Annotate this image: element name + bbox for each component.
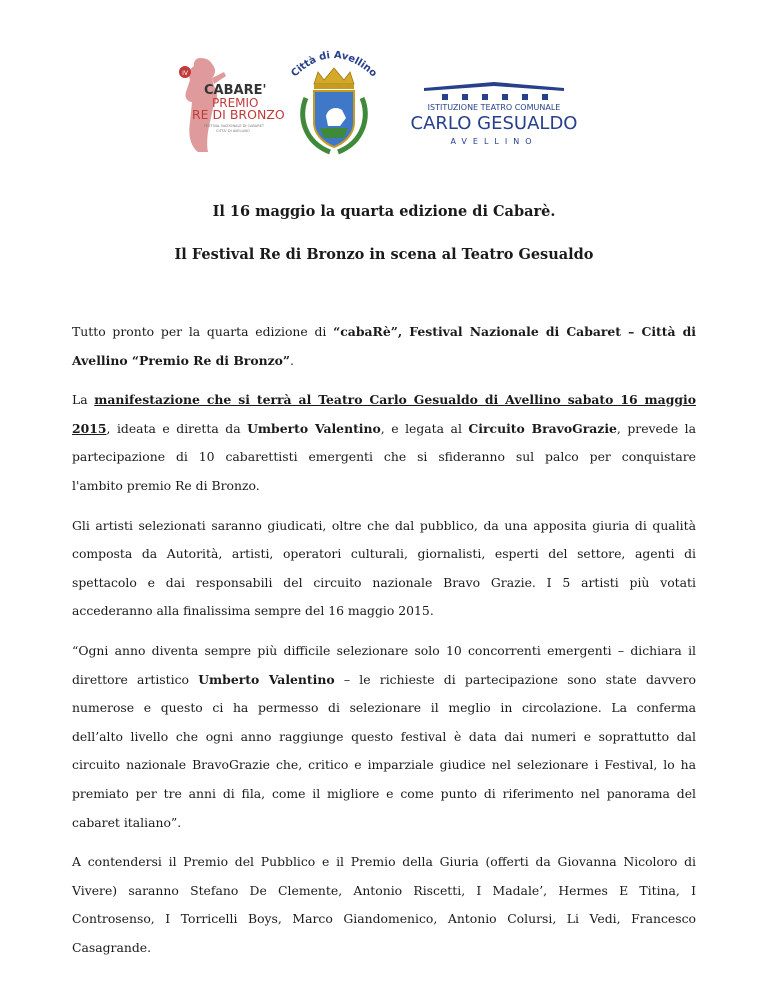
text-line: premiato per tre anni di fila, come il migliore e come punto di riferimento nel panorama del: [72, 785, 696, 801]
svg-text:PREMIO: PREMIO: [212, 96, 259, 110]
text-line: Controsenso, I Torricelli Boys, Marco Giandomenico, Antonio Colursi, Li Vedi, Francesco: [72, 911, 696, 927]
text-line: partecipazione di 10 cabarettisti emergenti che si sfideranno sul palco per conquistare: [72, 449, 696, 465]
text-line: numerose e questo ci ha permesso di selezionare il meglio in circolazione. La conferma: [72, 700, 696, 716]
svg-text:IV: IV: [182, 70, 188, 77]
citta-di-avellino-crest: [284, 46, 384, 158]
paragraph-jury: [72, 512, 696, 626]
text-line: Casagrande.: [72, 939, 152, 955]
text-line: dell’alto livello che ogni anno raggiunge questo festival è data dai numeri e soprattutto dal: [72, 728, 696, 744]
paragraph-quote: [72, 637, 696, 837]
svg-text:CABARE': CABARE': [204, 83, 267, 98]
paragraph-intro: [72, 318, 696, 375]
paragraph-event-details: [72, 386, 696, 500]
svg-text:CITTA' DI AVELLINO: CITTA' DI AVELLINO: [216, 129, 250, 133]
teatro-carlo-gesualdo-logo: [406, 78, 582, 150]
text-line: accederanno alla finalissima sempre del 16 maggio 2015.: [72, 603, 434, 619]
svg-text:Città di Avellino: Città di Avellino: [289, 49, 379, 80]
text-line: “Ogni anno diventa sempre più difficile selezionare solo 10 concorrenti emergenti – dichiara il: [72, 642, 696, 658]
teatro-roof-icon: [406, 78, 582, 150]
text-line: l'ambito premio Re di Bronzo.: [72, 477, 260, 493]
svg-text:FESTIVAL NAZIONALE DI CABARET: FESTIVAL NAZIONALE DI CABARET: [204, 124, 264, 128]
text-line: cabaret italiano”.: [72, 814, 182, 830]
text-line: A contendersi il Premio del Pubblico e il Premio della Giuria (offerti da Giovanna Nicoloro di: [72, 854, 696, 870]
text-line: La manifestazione che si terrà al Teatro Carlo Gesualdo di Avellino sabato 16 maggio: [72, 392, 696, 408]
text-line: direttore artistico Umberto Valentino – le richieste di partecipazione sono state davvero: [72, 671, 696, 687]
avellino-coat-of-arms-icon: [284, 46, 384, 158]
text-line: spettacolo e dai responsabili del circuito nazionale Bravo Grazie. I 5 artisti più votati: [72, 574, 696, 590]
text-line: Vivere) saranno Stefano De Clemente, Antonio Riscetti, I Madale’, Hermes E Titina, I: [72, 882, 696, 898]
text-line: Tutto pronto per la quarta edizione di “cabaRè”, Festival Nazionale di Cabaret – Città di: [72, 324, 696, 339]
svg-text:RE DI BRONZO: RE DI BRONZO: [192, 107, 285, 122]
text-line: composta da Autorità, artisti, operatori culturali, giornalisti, esperti del settore, agenti di: [72, 546, 696, 562]
svg-text:ISTITUZIONE TEATRO COMUNALE: ISTITUZIONE TEATRO COMUNALE: [427, 103, 561, 112]
article-body: [72, 318, 696, 973]
subheadline: Il Festival Re di Bronzo in scena al Teatro Gesualdo: [174, 246, 594, 263]
svg-text:AVELLINO: AVELLINO: [450, 137, 538, 146]
paragraph-contestants: [72, 848, 696, 962]
svg-text:CARLO GESUALDO: CARLO GESUALDO: [410, 113, 578, 134]
text-line: Gli artisti selezionati saranno giudicati, oltre che dal pubblico, da una apposita giuria di qualità: [72, 517, 696, 533]
headline: Il 16 maggio la quarta edizione di Cabarè.: [212, 203, 556, 220]
text-line: 2015, ideata e diretta da Umberto Valentino, e legata al Circuito BravoGrazie, prevede la: [72, 420, 697, 436]
text-line: circuito nazionale BravoGrazie che, critico e imparziale giudice nel selezionare i Festival, lo ha: [72, 757, 696, 773]
text-line: Avellino “Premio Re di Bronzo”.: [72, 352, 294, 368]
